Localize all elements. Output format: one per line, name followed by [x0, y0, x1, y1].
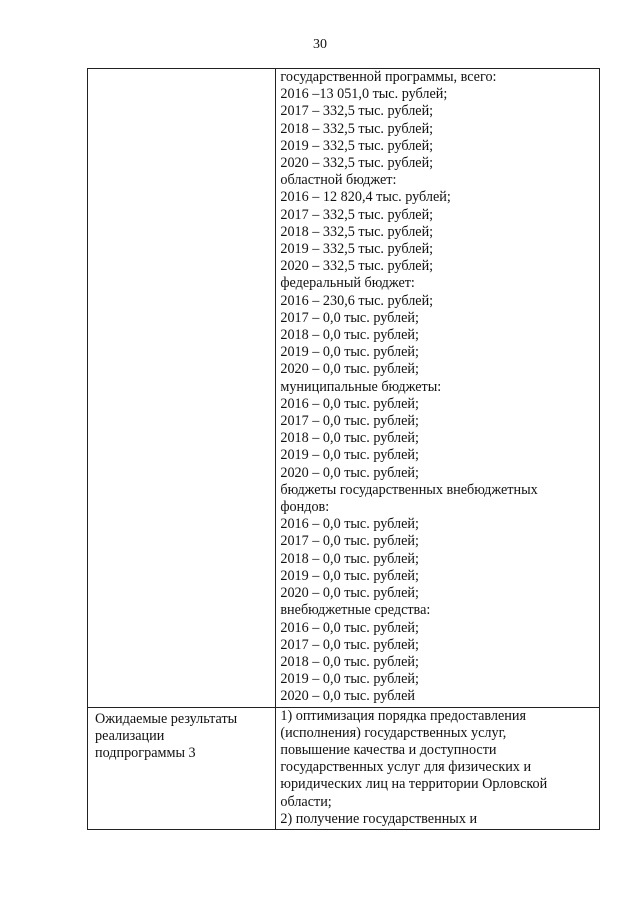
program-passport-table [87, 68, 600, 830]
results-line: области; [280, 793, 332, 810]
results-label-line: Ожидаемые результаты [95, 710, 238, 727]
page-number: 30 [313, 37, 327, 52]
funding-line: 2017 – 0,0 тыс. рублей; [280, 309, 419, 326]
funding-lines [276, 69, 599, 707]
funding-line: 2020 – 0,0 тыс. рублей [280, 688, 415, 705]
funding-line: 2019 – 332,5 тыс. рублей; [280, 241, 434, 258]
funding-line: 2017 – 0,0 тыс. рублей; [280, 413, 419, 430]
funding-line: 2019 – 0,0 тыс. рублей; [280, 344, 419, 361]
results-label-line: реализации [95, 727, 165, 744]
funding-line: 2018 – 0,0 тыс. рублей; [280, 550, 419, 567]
results-label-line: подпрограммы 3 [95, 744, 196, 761]
funding-line: 2017 – 0,0 тыс. рублей; [280, 636, 419, 653]
funding-line: 2016 – 230,6 тыс. рублей; [280, 292, 434, 309]
funding-line: 2020 – 0,0 тыс. рублей; [280, 361, 419, 378]
funding-line: 2018 – 332,5 тыс. рублей; [280, 120, 434, 137]
funding-line: 2016 – 12 820,4 тыс. рублей; [280, 189, 451, 206]
funding-line: федеральный бюджет: [280, 275, 415, 292]
funding-line: 2019 – 332,5 тыс. рублей; [280, 137, 434, 154]
results-line: (исполнения) государственных услуг, [280, 724, 507, 741]
results-line: повышение качества и доступности [280, 741, 497, 758]
funding-line: 2019 – 0,0 тыс. рублей; [280, 671, 419, 688]
funding-line: 2020 – 332,5 тыс. рублей; [280, 258, 434, 275]
funding-line: областной бюджет: [280, 172, 397, 189]
results-line: 2) получение государственных и [280, 810, 478, 827]
results-lines [276, 708, 599, 829]
results-line: 1) оптимизация порядка предоставления [280, 707, 527, 724]
funding-line: 2016 – 0,0 тыс. рублей; [280, 619, 419, 636]
results-label-cell [88, 707, 276, 829]
results-line: юридических лиц на территории Орловской [280, 776, 548, 793]
funding-line: 2017 – 0,0 тыс. рублей; [280, 533, 419, 550]
funding-line: муниципальные бюджеты: [280, 378, 442, 395]
funding-line: 2018 – 0,0 тыс. рублей; [280, 653, 419, 670]
funding-line: 2016 – 0,0 тыс. рублей; [280, 516, 419, 533]
funding-row [88, 69, 600, 708]
funding-line: бюджеты государственных внебюджетных [280, 481, 538, 498]
funding-line: 2019 – 0,0 тыс. рублей; [280, 567, 419, 584]
funding-value-cell [276, 69, 600, 708]
funding-line: государственной программы, всего: [280, 69, 497, 85]
funding-line: 2017 – 332,5 тыс. рублей; [280, 206, 434, 223]
funding-line: 2019 – 0,0 тыс. рублей; [280, 447, 419, 464]
results-line: государственных услуг для физических и [280, 759, 532, 776]
funding-line: внебюджетные средства: [280, 602, 431, 619]
funding-line: 2020 – 0,0 тыс. рублей; [280, 464, 419, 481]
funding-line: 2018 – 332,5 тыс. рублей; [280, 223, 434, 240]
results-label [88, 708, 275, 765]
funding-line: 2020 – 0,0 тыс. рублей; [280, 585, 419, 602]
funding-line: 2020 – 332,5 тыс. рублей; [280, 155, 434, 172]
funding-line: 2016 – 0,0 тыс. рублей; [280, 395, 419, 412]
funding-line: фондов: [280, 499, 330, 516]
funding-line: 2018 – 0,0 тыс. рублей; [280, 430, 419, 447]
funding-line: 2017 – 332,5 тыс. рублей; [280, 103, 434, 120]
funding-label-cell [88, 69, 276, 708]
results-row [88, 707, 600, 829]
funding-line: 2016 –13 051,0 тыс. рублей; [280, 86, 448, 103]
funding-line: 2018 – 0,0 тыс. рублей; [280, 327, 419, 344]
results-value-cell [276, 707, 600, 829]
